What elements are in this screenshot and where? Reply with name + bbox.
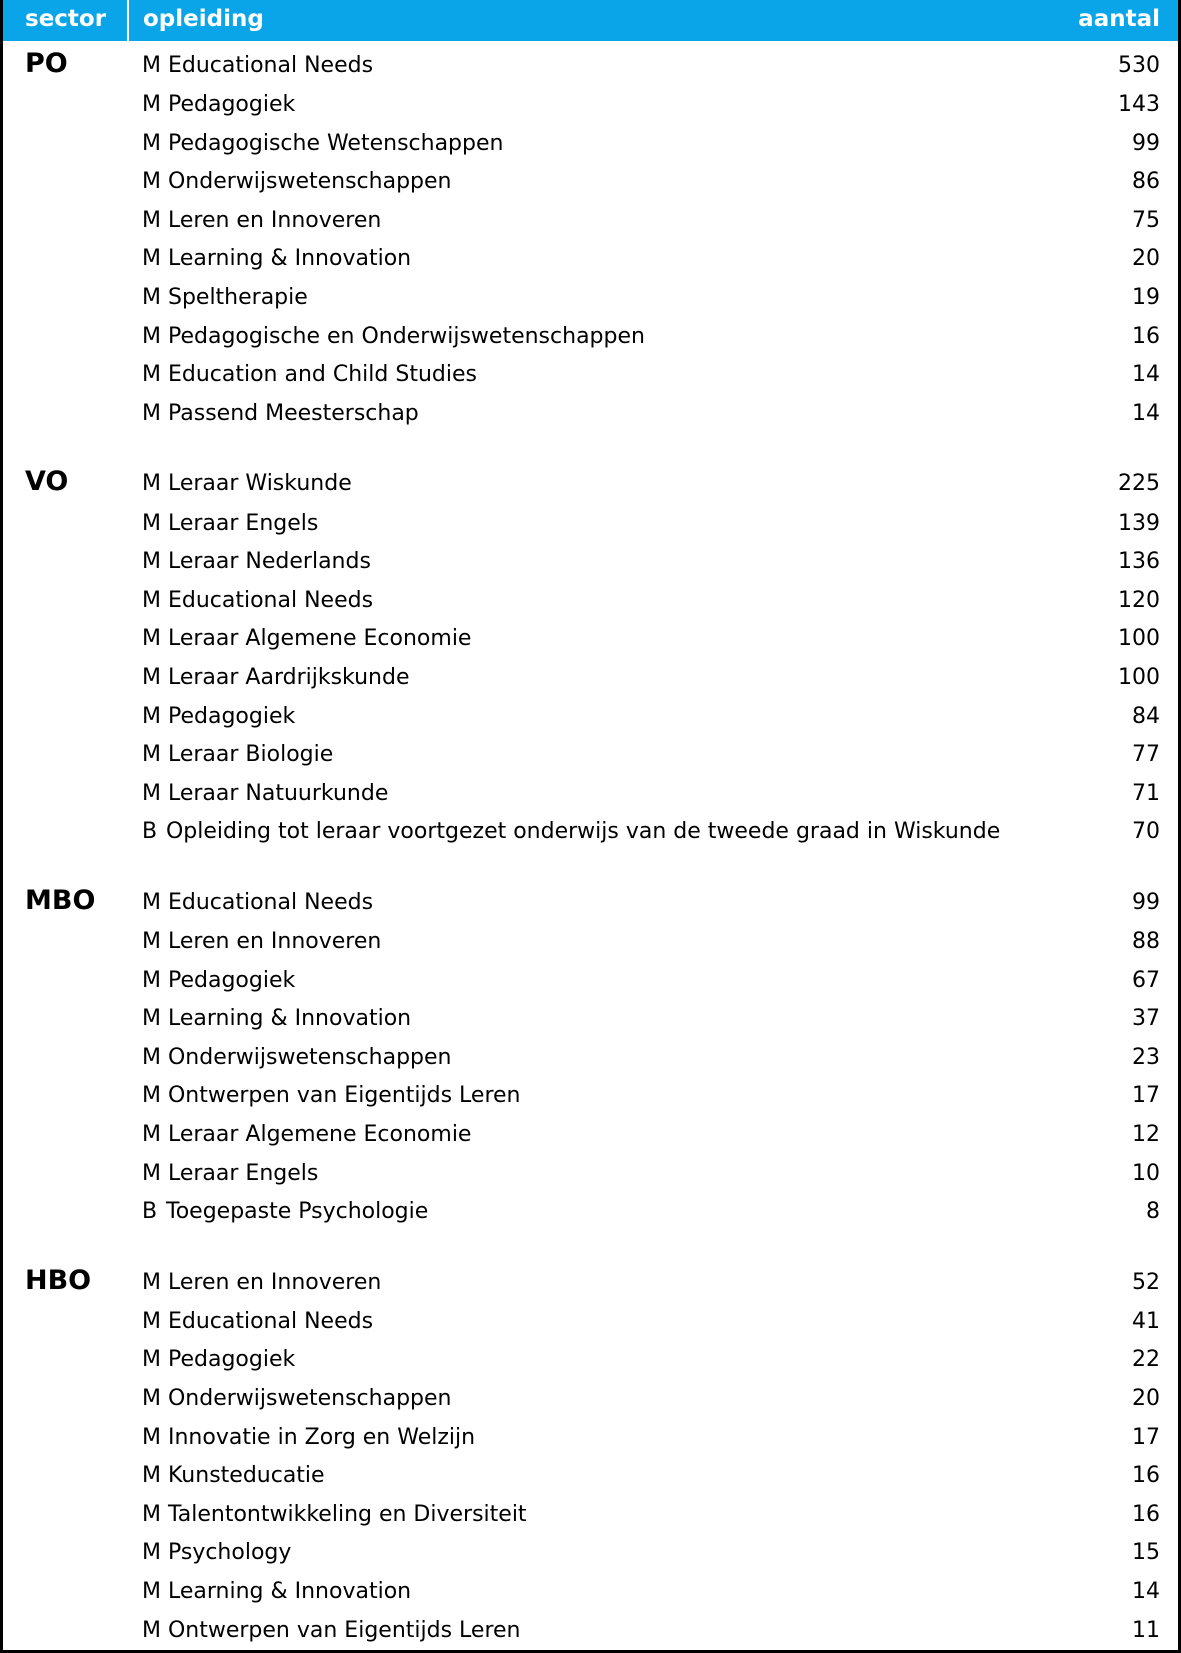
opleiding-level: M (142, 1044, 161, 1070)
aantal-cell: 22 (1132, 1347, 1160, 1373)
aantal-cell: 17 (1132, 1083, 1160, 1109)
opleiding-cell (128, 698, 1030, 737)
table-row (3, 318, 1178, 357)
table-header (3, 0, 1178, 41)
opleiding-cell (128, 1419, 1030, 1458)
opleiding-name: Pedagogiek (160, 967, 296, 993)
opleiding-name: Leren en Innoveren (160, 207, 382, 233)
opleiding-cell (128, 923, 1030, 962)
aantal-cell: 14 (1132, 362, 1160, 388)
opleiding-name: Leraar Wiskunde (160, 471, 352, 497)
opleiding-name: Educational Needs (160, 1308, 374, 1334)
opleiding-cell (128, 318, 1030, 357)
sector-empty (3, 1534, 128, 1573)
opleiding-cell (128, 41, 1030, 86)
opleiding-cell (128, 1193, 1030, 1232)
aantal-cell: 86 (1132, 169, 1160, 195)
sector-empty (3, 356, 128, 395)
aantal-cell: 225 (1118, 471, 1160, 497)
opleiding-name: Pedagogische en Onderwijswetenschappen (160, 323, 645, 349)
table-row (3, 659, 1178, 698)
opleiding-level: M (142, 889, 161, 915)
table-row (3, 163, 1178, 202)
opleiding-cell (128, 86, 1030, 125)
opleiding-name: Educational Needs (160, 587, 374, 613)
opleiding-name: Learning & Innovation (160, 1578, 412, 1604)
table-row (3, 736, 1178, 775)
aantal-cell: 17 (1132, 1424, 1160, 1450)
sector-empty (3, 1380, 128, 1419)
opleiding-name: Onderwijswetenschappen (160, 169, 452, 195)
opleiding-name: Educational Needs (160, 889, 374, 915)
table-row (3, 1380, 1178, 1419)
opleiding-cell (128, 1039, 1030, 1078)
sector-empty (3, 1077, 128, 1116)
aantal-cell: 75 (1132, 207, 1160, 233)
opleiding-cell (128, 659, 1030, 698)
opleiding-name: Leraar Engels (160, 510, 319, 536)
aantal-cell: 16 (1132, 1463, 1160, 1489)
sector-empty (3, 1612, 128, 1651)
opleiding-level: M (142, 53, 161, 78)
group-spacer (3, 852, 1178, 878)
aantal-cell: 41 (1132, 1308, 1160, 1334)
table-row (3, 923, 1178, 962)
aantal-cell: 14 (1132, 1578, 1160, 1604)
opleiding-cell (128, 1341, 1030, 1380)
opleiding-level: M (142, 1006, 161, 1032)
table-row (3, 698, 1178, 737)
opleiding-level: M (142, 169, 161, 195)
opleiding-level: M (142, 1083, 161, 1109)
table-row (3, 582, 1178, 621)
sector-empty (3, 582, 128, 621)
opleiding-level: M (142, 510, 161, 536)
opleiding-cell (128, 775, 1030, 814)
aantal-cell: 16 (1132, 1501, 1160, 1527)
column-header-opleiding: opleiding (128, 0, 1030, 41)
opleiding-name: Onderwijswetenschappen (160, 1386, 452, 1411)
table-row (3, 878, 1178, 923)
table-row (3, 1419, 1178, 1458)
table-row (3, 1155, 1178, 1194)
table-row (3, 459, 1178, 504)
opleiding-level: M (142, 285, 161, 311)
table-row (3, 962, 1178, 1001)
opleiding-level: M (142, 1578, 161, 1604)
sector-empty (3, 736, 128, 775)
opleiding-name: Pedagogische Wetenschappen (160, 130, 504, 156)
sector-empty (3, 543, 128, 582)
sector-empty (3, 1303, 128, 1342)
opleiding-name: Talentontwikkeling en Diversiteit (160, 1501, 527, 1527)
opleiding-name: Psychology (160, 1540, 292, 1566)
sector-empty (3, 620, 128, 659)
aantal-cell: 530 (1118, 53, 1160, 78)
table-row (3, 86, 1178, 125)
column-header-sector: sector (3, 0, 128, 41)
aantal-cell: 16 (1132, 323, 1160, 349)
sector-label: PO (25, 48, 68, 79)
sector-empty (3, 395, 128, 434)
opleiding-level: B (142, 1199, 158, 1225)
aantal-cell: 11 (1132, 1617, 1160, 1643)
opleiding-level: M (142, 1269, 161, 1295)
sector-empty (3, 1496, 128, 1535)
table-row (3, 1303, 1178, 1342)
opleiding-level: M (142, 92, 161, 118)
table-row (3, 356, 1178, 395)
opleiding-name: Kunsteducatie (160, 1463, 325, 1489)
opleiding-name: Learning & Innovation (160, 1006, 412, 1032)
sector-empty (3, 923, 128, 962)
table-row (3, 505, 1178, 544)
opleiding-cell (128, 1000, 1030, 1039)
opleiding-cell (128, 543, 1030, 582)
opleiding-level: M (142, 471, 161, 497)
column-header-aantal: aantal (1030, 0, 1178, 41)
sector-empty (3, 698, 128, 737)
opleiding-name: Pedagogiek (160, 703, 296, 729)
opleiding-level: M (142, 742, 161, 768)
aantal-cell: 20 (1132, 246, 1160, 272)
sector-empty (3, 1193, 128, 1232)
opleiding-name: Ontwerpen van Eigentijds Leren (160, 1083, 521, 1109)
sector-empty (3, 279, 128, 318)
opleiding-cell (128, 1573, 1030, 1612)
opleiding-cell (128, 1258, 1030, 1303)
sector-empty (3, 1457, 128, 1496)
opleiding-level: M (142, 323, 161, 349)
table-row (3, 125, 1178, 164)
table-row (3, 1077, 1178, 1116)
opleiding-cell (128, 125, 1030, 164)
aantal-cell: 14 (1132, 400, 1160, 426)
opleiding-cell (128, 813, 1030, 852)
aantal-cell: 77 (1132, 742, 1160, 768)
table-row (3, 1496, 1178, 1535)
opleiding-name: Leraar Biologie (160, 742, 334, 768)
sector-empty (3, 1039, 128, 1078)
opleiding-name: Leraar Aardrijkskunde (160, 664, 410, 690)
table-row (3, 202, 1178, 241)
opleiding-level: M (142, 1540, 161, 1566)
table-row (3, 1457, 1178, 1496)
table-row (3, 240, 1178, 279)
aantal-cell: 99 (1132, 889, 1160, 915)
opleiding-name: Leraar Natuurkunde (160, 780, 389, 806)
opleiding-name: Toegepaste Psychologie (159, 1199, 429, 1225)
sector-empty (3, 163, 128, 202)
group-spacer-cell (3, 852, 1178, 878)
table-row (3, 1039, 1178, 1078)
group-spacer (3, 433, 1178, 459)
opleiding-cell (128, 1155, 1030, 1194)
opleiding-name: Leraar Algemene Economie (160, 1121, 472, 1147)
sector-empty (3, 505, 128, 544)
sector-empty (3, 202, 128, 241)
sector-empty (3, 1573, 128, 1612)
opleiding-level: M (142, 1617, 161, 1643)
opleiding-name: Innovatie in Zorg en Welzijn (160, 1424, 476, 1450)
table-row (3, 1573, 1178, 1612)
aantal-cell: 139 (1118, 510, 1160, 536)
opleidingen-table (3, 0, 1178, 1650)
table-header-row (3, 0, 1178, 41)
sector-empty (3, 86, 128, 125)
table-row (3, 279, 1178, 318)
sector-empty (3, 1116, 128, 1155)
opleiding-name: Leren en Innoveren (160, 1269, 382, 1295)
opleiding-cell (128, 1303, 1030, 1342)
opleiding-cell (128, 395, 1030, 434)
table-row (3, 1534, 1178, 1573)
opleiding-level: M (142, 626, 161, 652)
opleiding-cell (128, 1534, 1030, 1573)
opleiding-level: M (142, 362, 161, 388)
aantal-cell: 120 (1118, 587, 1160, 613)
table-row (3, 41, 1178, 86)
opleiding-name: Passend Meesterschap (160, 400, 419, 426)
opleiding-name: Educational Needs (160, 53, 374, 78)
opleiding-cell (128, 202, 1030, 241)
sector-empty (3, 659, 128, 698)
opleiding-name: Pedagogiek (160, 92, 296, 118)
table-row (3, 1000, 1178, 1039)
table-row (3, 395, 1178, 434)
aantal-cell: 37 (1132, 1006, 1160, 1032)
aantal-cell: 70 (1132, 819, 1160, 845)
aantal-cell: 23 (1132, 1044, 1160, 1070)
opleiding-name: Speltherapie (160, 285, 308, 311)
opleiding-level: M (142, 1424, 161, 1450)
opleiding-level: M (142, 1347, 161, 1373)
opleiding-level: M (142, 967, 161, 993)
opleiding-level: M (142, 928, 161, 954)
opleiding-level: M (142, 1386, 161, 1411)
table-row (3, 543, 1178, 582)
opleiding-cell (128, 1457, 1030, 1496)
opleiding-name: Leraar Engels (160, 1160, 319, 1186)
opleiding-level: M (142, 703, 161, 729)
sector-label: VO (25, 466, 69, 498)
table-row (3, 620, 1178, 659)
opleiding-cell (128, 582, 1030, 621)
opleiding-name: Onderwijswetenschappen (160, 1044, 452, 1070)
aantal-cell: 136 (1118, 549, 1160, 575)
opleiding-cell (128, 459, 1030, 504)
opleiding-cell (128, 279, 1030, 318)
opleiding-name: Leraar Algemene Economie (160, 626, 472, 652)
aantal-cell: 20 (1132, 1386, 1160, 1411)
sector-empty (3, 962, 128, 1001)
opleiding-cell (128, 1116, 1030, 1155)
opleiding-cell (128, 878, 1030, 923)
opleiding-cell (128, 356, 1030, 395)
sector-empty (3, 775, 128, 814)
opleiding-level: M (142, 1463, 161, 1489)
opleiding-level: M (142, 130, 161, 156)
opleiding-level: M (142, 1308, 161, 1334)
opleiding-level: M (142, 664, 161, 690)
opleiding-name: Pedagogiek (160, 1347, 296, 1373)
sector-empty (3, 813, 128, 852)
sector-empty (3, 240, 128, 279)
opleiding-level: B (142, 819, 158, 845)
sector-empty (3, 1419, 128, 1458)
table-row (3, 1258, 1178, 1303)
opleiding-level: M (142, 780, 161, 806)
group-spacer-cell (3, 1232, 1178, 1258)
aantal-cell: 100 (1118, 664, 1160, 690)
aantal-cell: 52 (1132, 1269, 1160, 1295)
opleiding-name: Leraar Nederlands (160, 549, 371, 575)
opleiding-name: Learning & Innovation (160, 246, 412, 272)
opleiding-cell (128, 163, 1030, 202)
aantal-cell: 99 (1132, 130, 1160, 156)
aantal-cell: 88 (1132, 928, 1160, 954)
sector-label: MBO (25, 884, 96, 916)
opleiding-level: M (142, 246, 161, 272)
opleiding-cell (128, 736, 1030, 775)
aantal-cell: 8 (1146, 1199, 1160, 1225)
table-row (3, 1612, 1178, 1651)
table-row (3, 1341, 1178, 1380)
opleiding-cell (128, 620, 1030, 659)
table-body (3, 41, 1178, 1650)
aantal-cell: 15 (1132, 1540, 1160, 1566)
aantal-cell: 84 (1132, 703, 1160, 729)
aantal-cell: 12 (1132, 1121, 1160, 1147)
opleiding-level: M (142, 549, 161, 575)
opleiding-cell (128, 1380, 1030, 1419)
group-spacer (3, 1232, 1178, 1258)
sector-label: HBO (25, 1264, 92, 1296)
table-row (3, 775, 1178, 814)
aantal-cell: 10 (1132, 1160, 1160, 1186)
table-row (3, 813, 1178, 852)
opleiding-cell (128, 1612, 1030, 1651)
sector-empty (3, 125, 128, 164)
aantal-cell: 19 (1132, 285, 1160, 311)
aantal-cell: 71 (1132, 780, 1160, 806)
opleiding-level: M (142, 207, 161, 233)
aantal-cell: 67 (1132, 967, 1160, 993)
sector-empty (3, 318, 128, 357)
opleiding-cell (128, 240, 1030, 279)
sector-empty (3, 1155, 128, 1194)
aantal-cell: 143 (1118, 92, 1160, 118)
opleiding-name: Ontwerpen van Eigentijds Leren (160, 1617, 521, 1643)
opleiding-level: M (142, 400, 161, 426)
aantal-cell: 100 (1118, 626, 1160, 652)
opleiding-name: Education and Child Studies (160, 362, 477, 388)
sector-empty (3, 1000, 128, 1039)
table-row (3, 1116, 1178, 1155)
opleiding-name: Opleiding tot leraar voortgezet onderwijs van de tweede graad in Wiskunde (159, 819, 1001, 845)
opleiding-cell (128, 1077, 1030, 1116)
opleiding-cell (128, 505, 1030, 544)
opleiding-level: M (142, 1121, 161, 1147)
opleiding-level: M (142, 587, 161, 613)
opleiding-name: Leren en Innoveren (160, 928, 382, 954)
opleiding-cell (128, 1496, 1030, 1535)
opleiding-level: M (142, 1160, 161, 1186)
opleiding-level: M (142, 1501, 161, 1527)
table-row (3, 1193, 1178, 1232)
sector-empty (3, 1341, 128, 1380)
group-spacer-cell (3, 433, 1178, 459)
opleiding-cell (128, 962, 1030, 1001)
